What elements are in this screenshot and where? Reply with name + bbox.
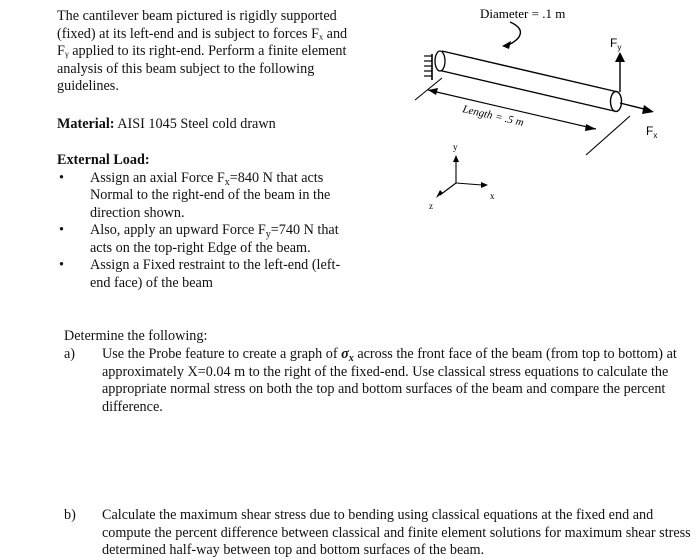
external-load-section [57,152,357,292]
fixed-support-icon [424,54,432,80]
determine-heading: Determine the following: [64,328,208,344]
bullet-icon: • [59,222,64,238]
material-line [57,116,357,134]
question-label: a) [64,346,76,362]
fy-label: $F_y$ [610,36,622,52]
fx-arrow-icon [620,103,654,114]
question-label: b) [64,507,76,523]
axis-x-label: x [490,191,495,201]
load-item-fixed: • Assign a Fixed restraint to the left-end (left-end face) of the beam [59,257,341,291]
question-a: a) Use the Probe feature to create a graph of $\sigma_x$ across the front face of the beam (from top to bottom) at approximately X=0.04 m to the right of the fixed-end. Use classical stress equations to calculate the appropriate normal stress on both the top and bottom surfaces of the beam and compare the percent difference. [64,346,677,415]
bullet-icon: • [59,257,64,273]
load-item-fx: • Assign an axial Force $F_x=840$ N that acts Normal to the right-end of the beam in the direction shown. [59,169,331,221]
diameter-arrowhead-icon [502,41,511,49]
axis-y-label: y [453,142,458,152]
external-load-heading: External Load: [57,152,150,168]
intro-paragraph: The cantilever beam pictured is rigidly supported (fixed) at its left-end and is subject to forces Fₓ and Fᵧ applied to its right-end. Perform a finite element analysis of this beam subject to the following guidelines. [57,8,348,94]
beam-diagram [410,0,700,215]
beam-cylinder [435,51,622,112]
bullet-icon: • [59,169,64,186]
material-label: Material: [57,116,115,132]
diameter-label: Diameter = .1 m [480,6,566,21]
question-b: b) Calculate the maximum shear stress due to bending using classical equations at the fixed end and compute the percent difference between classical and finite element solutions for maximum shear stress determined half-way between top and bottom surfaces of the beam. [64,507,691,558]
material-value: AISI 1045 Steel cold drawn [117,116,276,132]
axis-z-label: z [429,201,433,211]
load-item-fy: • Also, apply an upward Force $F_y=740$ N that acts on the top-right Edge of the beam. [59,222,339,256]
length-label: Length = .5 m [461,103,525,129]
fy-arrow-icon [615,52,625,92]
fx-label: $F_x$ [646,124,658,140]
coordinate-axes-icon [436,155,488,198]
diameter-arrow-icon [506,22,520,46]
